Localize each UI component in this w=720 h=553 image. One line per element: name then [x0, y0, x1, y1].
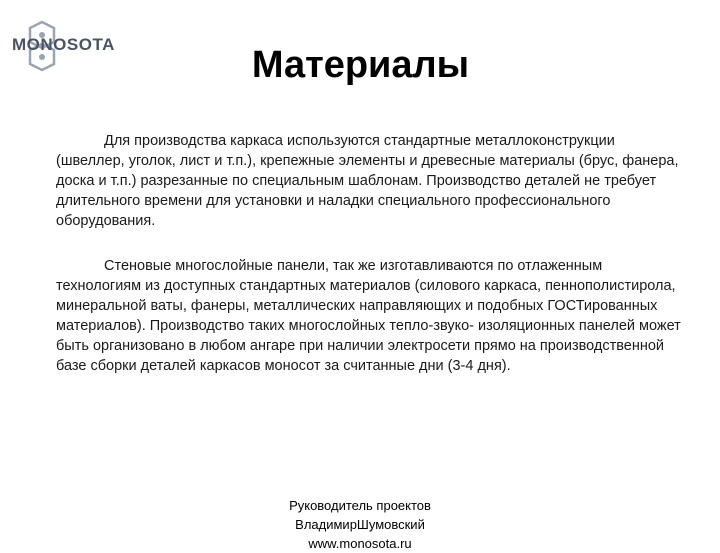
footer [0, 496, 720, 553]
paragraph-production: Для производства каркаса используются стандартные металлоконструкции (швеллер, уголок, лист и т.п.), крепежные элементы и древесные материалы (брус, фанера, доска и т.п.) разрезанные по специальным шаблонам. Производство деталей не требует длительного времени для установки и наладки специального профессионального оборудования. [56, 133, 679, 229]
footer-website-link[interactable]: www.monosota.ru [308, 536, 412, 551]
footer-name: ВладимирШумовский [295, 517, 425, 532]
footer-role: Руководитель проектов [289, 498, 431, 513]
logo-text: MONOSOTA [12, 35, 115, 54]
page-title: Материалы [251, 44, 470, 86]
paragraph-wall-panels: Стеновые многослойные панели, так же изготавливаются по отлаженным технологиям из доступных стандартных материалов (силового каркаса, пеннополистирола, минеральной ваты, фанеры, металлических направляющих и подобных ГОСТированных материалов). Производство таких многослойных тепло-звуко- изоляционных панелей может быть организовано в любом ангаре при наличии электросети прямо на производственной базе сборки деталей каркасов моносот за считанные дни (3-4 дня). [56, 258, 681, 374]
